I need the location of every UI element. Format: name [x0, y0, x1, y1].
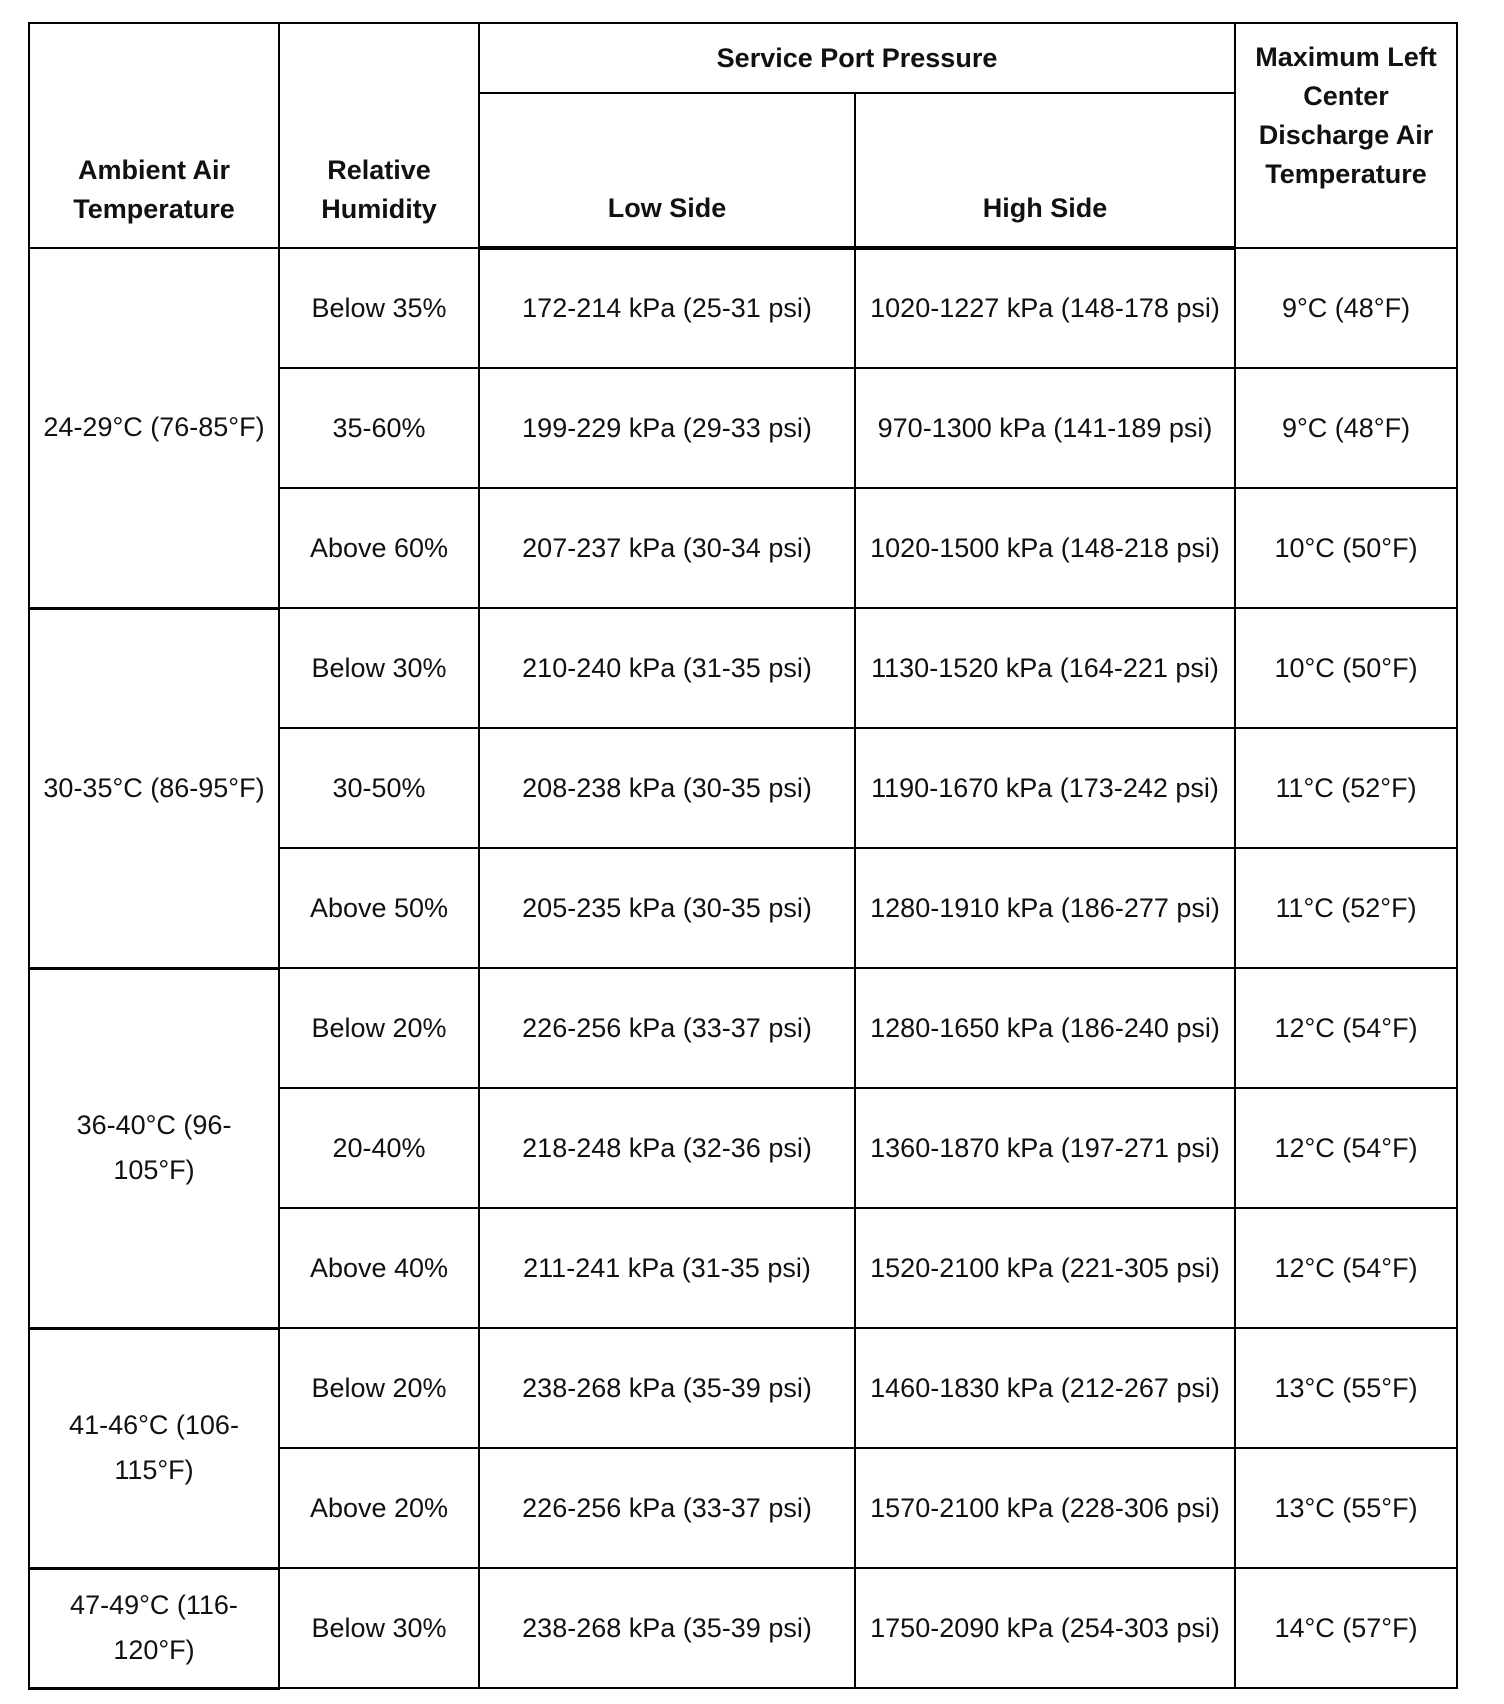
high-side-pressure-cell: 1520-2100 kPa (221-305 psi)	[855, 1208, 1235, 1328]
max-discharge-temperature-cell: 12°C (54°F)	[1235, 968, 1457, 1088]
max-discharge-temperature-cell: 12°C (54°F)	[1235, 1208, 1457, 1328]
max-discharge-temperature-cell: 9°C (48°F)	[1235, 248, 1457, 368]
high-side-pressure-cell: 1360-1870 kPa (197-271 psi)	[855, 1088, 1235, 1208]
relative-humidity-cell: Above 60%	[279, 488, 479, 608]
low-side-pressure-cell: 208-238 kPa (30-35 psi)	[479, 728, 855, 848]
table-row	[29, 968, 1457, 1088]
max-discharge-temperature-cell: 14°C (57°F)	[1235, 1568, 1457, 1688]
max-discharge-temperature-cell: 13°C (55°F)	[1235, 1328, 1457, 1448]
high-side-pressure-cell: 970-1300 kPa (141-189 psi)	[855, 368, 1235, 488]
relative-humidity-cell: 20-40%	[279, 1088, 479, 1208]
table-header	[29, 23, 1457, 248]
high-side-pressure-cell: 1750-2090 kPa (254-303 psi)	[855, 1568, 1235, 1688]
table-row	[29, 608, 1457, 728]
high-side-pressure-cell: 1570-2100 kPa (228-306 psi)	[855, 1448, 1235, 1568]
max-discharge-temperature-cell: 12°C (54°F)	[1235, 1088, 1457, 1208]
high-side-pressure-cell: 1130-1520 kPa (164-221 psi)	[855, 608, 1235, 728]
low-side-pressure-cell: 226-256 kPa (33-37 psi)	[479, 1448, 855, 1568]
low-side-pressure-cell: 205-235 kPa (30-35 psi)	[479, 848, 855, 968]
relative-humidity-cell: Below 30%	[279, 608, 479, 728]
table-row	[29, 248, 1457, 368]
max-discharge-temperature-cell: 10°C (50°F)	[1235, 608, 1457, 728]
max-discharge-temperature-cell: 10°C (50°F)	[1235, 488, 1457, 608]
relative-humidity-cell: Below 35%	[279, 248, 479, 368]
low-side-pressure-cell: 210-240 kPa (31-35 psi)	[479, 608, 855, 728]
header-service-port-pressure: Service Port Pressure	[479, 23, 1235, 93]
relative-humidity-cell: Above 40%	[279, 1208, 479, 1328]
ambient-temperature-cell: 30-35°C (86-95°F)	[29, 608, 279, 968]
high-side-pressure-cell: 1460-1830 kPa (212-267 psi)	[855, 1328, 1235, 1448]
ambient-temperature-cell: 47-49°C (116-120°F)	[29, 1568, 279, 1688]
header-relative-humidity: Relative Humidity	[279, 23, 479, 248]
table-row	[29, 1328, 1457, 1448]
table-row	[29, 1568, 1457, 1688]
low-side-pressure-cell: 172-214 kPa (25-31 psi)	[479, 248, 855, 368]
low-side-pressure-cell: 238-268 kPa (35-39 psi)	[479, 1568, 855, 1688]
max-discharge-temperature-cell: 9°C (48°F)	[1235, 368, 1457, 488]
table-body	[29, 248, 1457, 1688]
relative-humidity-cell: Below 20%	[279, 1328, 479, 1448]
high-side-pressure-cell: 1280-1910 kPa (186-277 psi)	[855, 848, 1235, 968]
low-side-pressure-cell: 218-248 kPa (32-36 psi)	[479, 1088, 855, 1208]
low-side-pressure-cell: 199-229 kPa (29-33 psi)	[479, 368, 855, 488]
high-side-pressure-cell: 1020-1500 kPa (148-218 psi)	[855, 488, 1235, 608]
high-side-pressure-cell: 1020-1227 kPa (148-178 psi)	[855, 248, 1235, 368]
header-high-side: High Side	[855, 93, 1235, 248]
low-side-pressure-cell: 207-237 kPa (30-34 psi)	[479, 488, 855, 608]
relative-humidity-cell: Above 20%	[279, 1448, 479, 1568]
relative-humidity-cell: 30-50%	[279, 728, 479, 848]
relative-humidity-cell: Below 20%	[279, 968, 479, 1088]
max-discharge-temperature-cell: 13°C (55°F)	[1235, 1448, 1457, 1568]
high-side-pressure-cell: 1190-1670 kPa (173-242 psi)	[855, 728, 1235, 848]
pressure-temperature-table	[28, 22, 1458, 1690]
ambient-temperature-cell: 36-40°C (96-105°F)	[29, 968, 279, 1328]
header-low-side: Low Side	[479, 93, 855, 248]
relative-humidity-cell: Below 30%	[279, 1568, 479, 1688]
ambient-temperature-cell: 24-29°C (76-85°F)	[29, 248, 279, 608]
low-side-pressure-cell: 238-268 kPa (35-39 psi)	[479, 1328, 855, 1448]
max-discharge-temperature-cell: 11°C (52°F)	[1235, 848, 1457, 968]
high-side-pressure-cell: 1280-1650 kPa (186-240 psi)	[855, 968, 1235, 1088]
header-max-discharge-temperature: Maximum Left Center Discharge Air Temperature	[1235, 23, 1457, 248]
max-discharge-temperature-cell: 11°C (52°F)	[1235, 728, 1457, 848]
low-side-pressure-cell: 211-241 kPa (31-35 psi)	[479, 1208, 855, 1328]
header-ambient-air-temperature: Ambient Air Temperature	[29, 23, 279, 248]
relative-humidity-cell: Above 50%	[279, 848, 479, 968]
low-side-pressure-cell: 226-256 kPa (33-37 psi)	[479, 968, 855, 1088]
ambient-temperature-cell: 41-46°C (106-115°F)	[29, 1328, 279, 1568]
relative-humidity-cell: 35-60%	[279, 368, 479, 488]
